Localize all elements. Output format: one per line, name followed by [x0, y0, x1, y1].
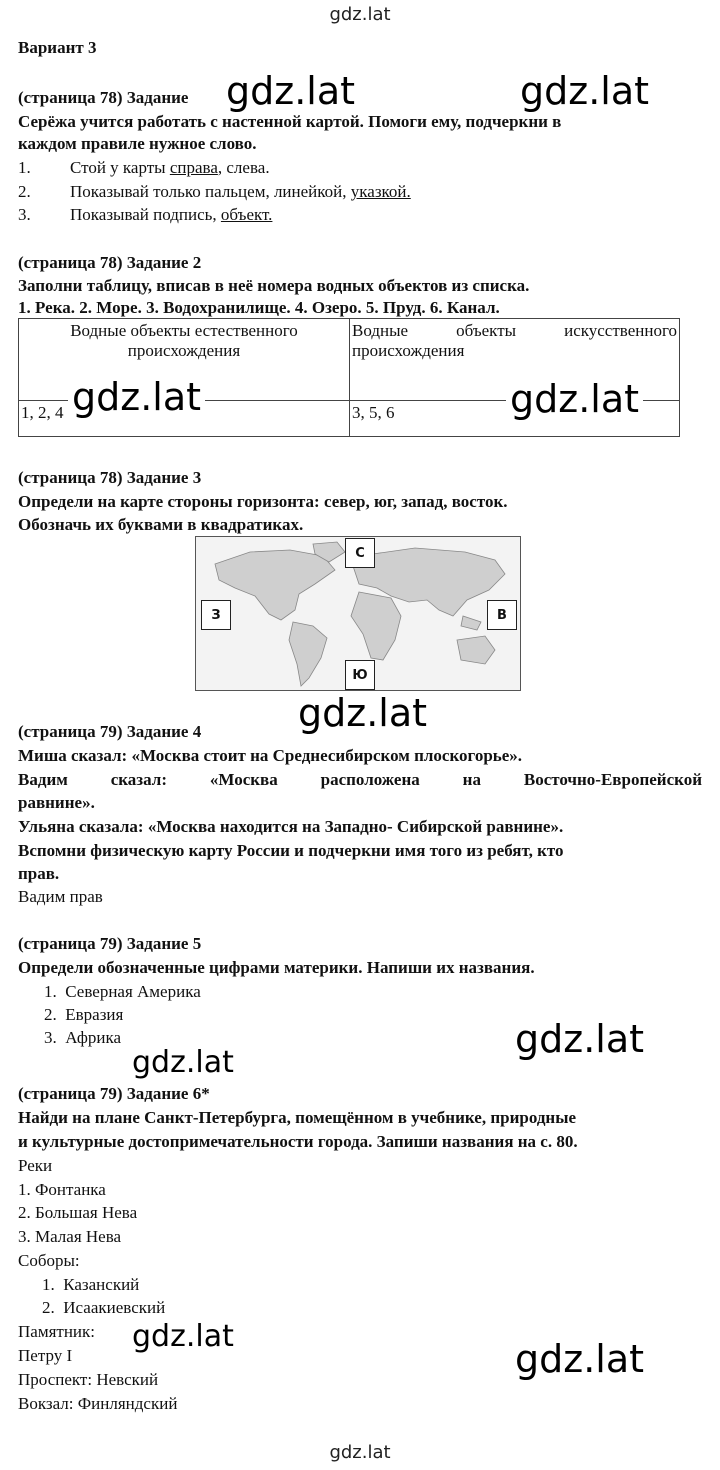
- south-box: Ю: [345, 660, 375, 690]
- task5-header: (страница 79) Задание 5: [18, 934, 202, 953]
- underlined-answer: справа: [169, 158, 218, 177]
- task1-header: (страница 78) Задание: [18, 88, 189, 107]
- table-header-natural: Водные объекты естественного происхождения: [19, 319, 350, 401]
- watermark: gdz.lat: [515, 1017, 645, 1061]
- task2-header: (страница 78) Задание 2: [18, 253, 202, 272]
- river-2: 2. Большая Нева: [18, 1203, 138, 1222]
- item-text: Стой у карты: [70, 158, 170, 177]
- watermark: gdz.lat: [222, 72, 359, 110]
- station: Вокзал: Финляндский: [18, 1394, 178, 1413]
- river-3: 3. Малая Нева: [18, 1227, 122, 1246]
- task4-line5: Вспомни физическую карту России и подчеркни имя того из ребят, кто: [18, 841, 564, 860]
- rivers-label: Реки: [18, 1156, 53, 1175]
- task1-item-2: [18, 182, 411, 202]
- watermark-bottom: gdz.lat: [329, 1442, 391, 1463]
- item-text: , слева.: [217, 158, 270, 177]
- item-number: 2.: [18, 182, 31, 201]
- task1-item-1: [18, 158, 270, 178]
- continent-name: Африка: [65, 1028, 122, 1047]
- task4-answer: Вадим прав: [18, 887, 103, 906]
- underlined-answer: указкой.: [350, 182, 411, 201]
- monument-value: Петру I: [18, 1346, 73, 1365]
- continent-1: 1. Северная Америка: [44, 982, 201, 1001]
- cathedrals-label: Соборы:: [18, 1251, 80, 1270]
- watermark: gdz.lat: [128, 1322, 238, 1352]
- task5-prompt: Определи обозначенные цифрами материки. Напиши их названия.: [18, 958, 535, 977]
- item-text: Показывай подпись,: [70, 205, 221, 224]
- item-number: 3.: [18, 205, 31, 224]
- task1-item-3: [18, 205, 273, 225]
- continent-3: 3. Африка: [44, 1028, 122, 1047]
- north-box: С: [345, 538, 375, 568]
- watermark: gdz.lat: [506, 380, 643, 418]
- prospect: Проспект: Невский: [18, 1370, 159, 1389]
- world-map: [195, 536, 521, 691]
- task1-prompt-line2: каждом правиле нужное слово.: [18, 134, 257, 153]
- cathedral-name: Исаакиевский: [63, 1298, 166, 1314]
- watermark: gdz.lat: [515, 1337, 645, 1381]
- cathedral-name: Казанский: [63, 1275, 140, 1294]
- task3-header: (страница 78) Задание 3: [18, 468, 202, 487]
- item-text: Показывай только пальцем, линейкой,: [70, 182, 351, 201]
- watermark-top: gdz.lat: [329, 4, 391, 25]
- task3-prompt-line1: Определи на карте стороны горизонта: север, юг, запад, восток.: [18, 492, 508, 511]
- task4-line4: Ульяна сказала: «Москва находится на Западно- Сибирской равнине».: [18, 817, 564, 836]
- task4-line3: равнине».: [18, 793, 95, 812]
- task4-line1: Миша сказал: «Москва стоит на Среднесибирском плоскогорье».: [18, 746, 523, 765]
- task6-header: (страница 79) Задание 6*: [18, 1084, 210, 1103]
- watermark: gdz.lat: [68, 378, 205, 416]
- river-1: 1. Фонтанка: [18, 1180, 106, 1199]
- task1-prompt-line1: Серёжа учится работать с настенной картой. Помоги ему, подчеркни в: [18, 112, 562, 131]
- monument-label: Памятник:: [18, 1322, 96, 1341]
- cathedral-1: 1. Казанский: [42, 1275, 140, 1294]
- task6-prompt-line1: Найди на плане Санкт-Петербурга, помещённом в учебнике, природные: [18, 1108, 577, 1127]
- east-box: В: [487, 600, 517, 630]
- task6-prompt-line2: и культурные достопримечательности города. Запиши названия на с. 80.: [18, 1132, 578, 1151]
- west-box: З: [201, 600, 231, 630]
- table-cell-artificial: 3, 5, 6: [350, 401, 680, 437]
- table-cell-natural: 1, 2, 4: [19, 401, 350, 437]
- item-number: 1.: [18, 158, 31, 177]
- watermark: gdz.lat: [128, 1048, 238, 1078]
- task4-header: (страница 79) Задание 4: [18, 722, 202, 741]
- continent-2: 2. Евразия: [44, 1005, 124, 1024]
- cathedral-2: 2. Исаакиевский: [42, 1298, 165, 1314]
- watermark: gdz.lat: [290, 692, 435, 732]
- task4-line6: прав.: [18, 864, 60, 883]
- continent-name: Евразия: [65, 1005, 124, 1024]
- underlined-answer: объект.: [220, 205, 273, 224]
- task3-prompt-line2: Обозначь их буквами в квадратиках.: [18, 515, 304, 534]
- table-header-artificial: Водные объекты искусственного происхождения: [350, 319, 680, 401]
- task2-prompt-line2: 1. Река. 2. Море. 3. Водохранилище. 4. Озеро. 5. Пруд. 6. Канал.: [18, 298, 500, 317]
- continent-name: Северная Америка: [65, 982, 201, 1001]
- task2-prompt-line1: Заполни таблицу, вписав в неё номера водных объектов из списка.: [18, 276, 530, 295]
- watermark: gdz.lat: [520, 69, 650, 113]
- variant-title: Вариант 3: [18, 38, 97, 57]
- task4-line2: Вадим сказал: «Москва расположена на Восточно-Европейской: [18, 770, 702, 789]
